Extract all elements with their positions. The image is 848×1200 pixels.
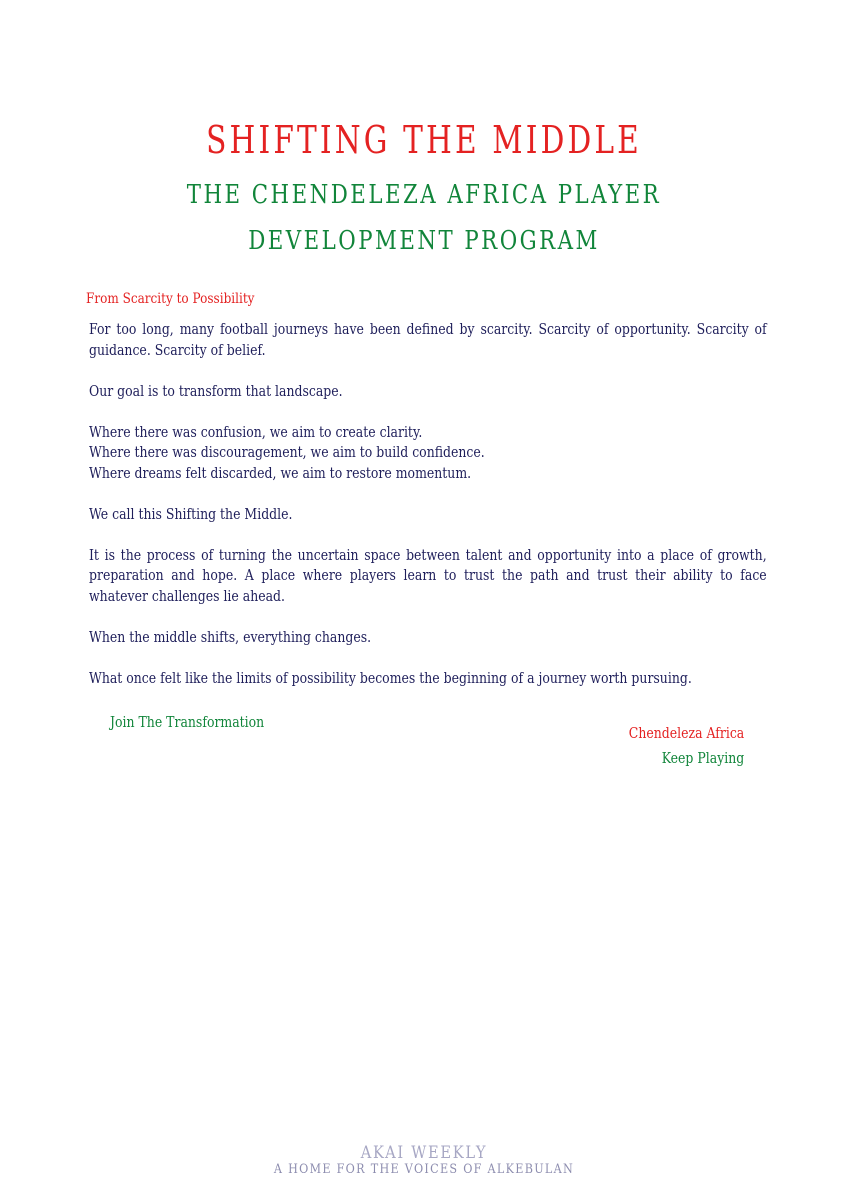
paragraph-process xyxy=(89,546,767,608)
paragraph-possibility-text: What once felt like the limits of possibility becomes the beginning of a journey worth pursuing. xyxy=(89,670,692,687)
paragraph-process-text: It is the process of turning the uncertain space between talent and opportunity into a place of growth, preparation and hope. A place where players learn to trust the path and trust their ability to face whatever challenges lie ahead. xyxy=(89,547,767,605)
paragraph-shifting-text: We call this Shifting the Middle. xyxy=(89,506,293,523)
paragraph-scarcity-text: For too long, many football journeys have been defined by scarcity. Scarcity of opportunity. Scarcity of guidance. Scarcity of belief. xyxy=(89,322,767,359)
article-body xyxy=(89,320,767,710)
signoff-organization: Chendeleza Africa xyxy=(628,726,744,742)
paragraph-aims xyxy=(89,423,767,485)
footer-brand: AKAI WEEKLY xyxy=(360,1143,488,1163)
paragraph-middle-shifts xyxy=(89,628,767,649)
join-transformation-link[interactable]: Join The Transformation xyxy=(110,715,265,731)
signoff-tagline: Keep Playing xyxy=(661,751,744,767)
paragraph-goal-text: Our goal is to transform that landscape. xyxy=(89,383,343,400)
paragraph-scarcity xyxy=(89,320,767,361)
aim-line-clarity: Where there was confusion, we aim to create clarity. xyxy=(89,424,423,441)
signoff-block xyxy=(610,722,744,772)
aim-line-momentum: Where dreams felt discarded, we aim to restore momentum. xyxy=(89,465,472,482)
program-subtitle-line-1: THE CHENDELEZA AFRICA PLAYER xyxy=(186,180,662,210)
paragraph-shifting xyxy=(89,505,767,526)
aim-line-confidence: Where there was discouragement, we aim to build confidence. xyxy=(89,445,485,461)
page-title: SHIFTING THE MIDDLE xyxy=(206,118,642,162)
section-heading: From Scarcity to Possibility xyxy=(86,291,255,307)
paragraph-goal xyxy=(89,382,767,403)
footer-tagline: A HOME FOR THE VOICES OF ALKEBULAN xyxy=(273,1162,575,1177)
program-subtitle-line-2: DEVELOPMENT PROGRAM xyxy=(248,226,600,256)
paragraph-middle-shifts-text: When the middle shifts, everything changes. xyxy=(89,629,372,646)
paragraph-possibility xyxy=(89,669,767,690)
